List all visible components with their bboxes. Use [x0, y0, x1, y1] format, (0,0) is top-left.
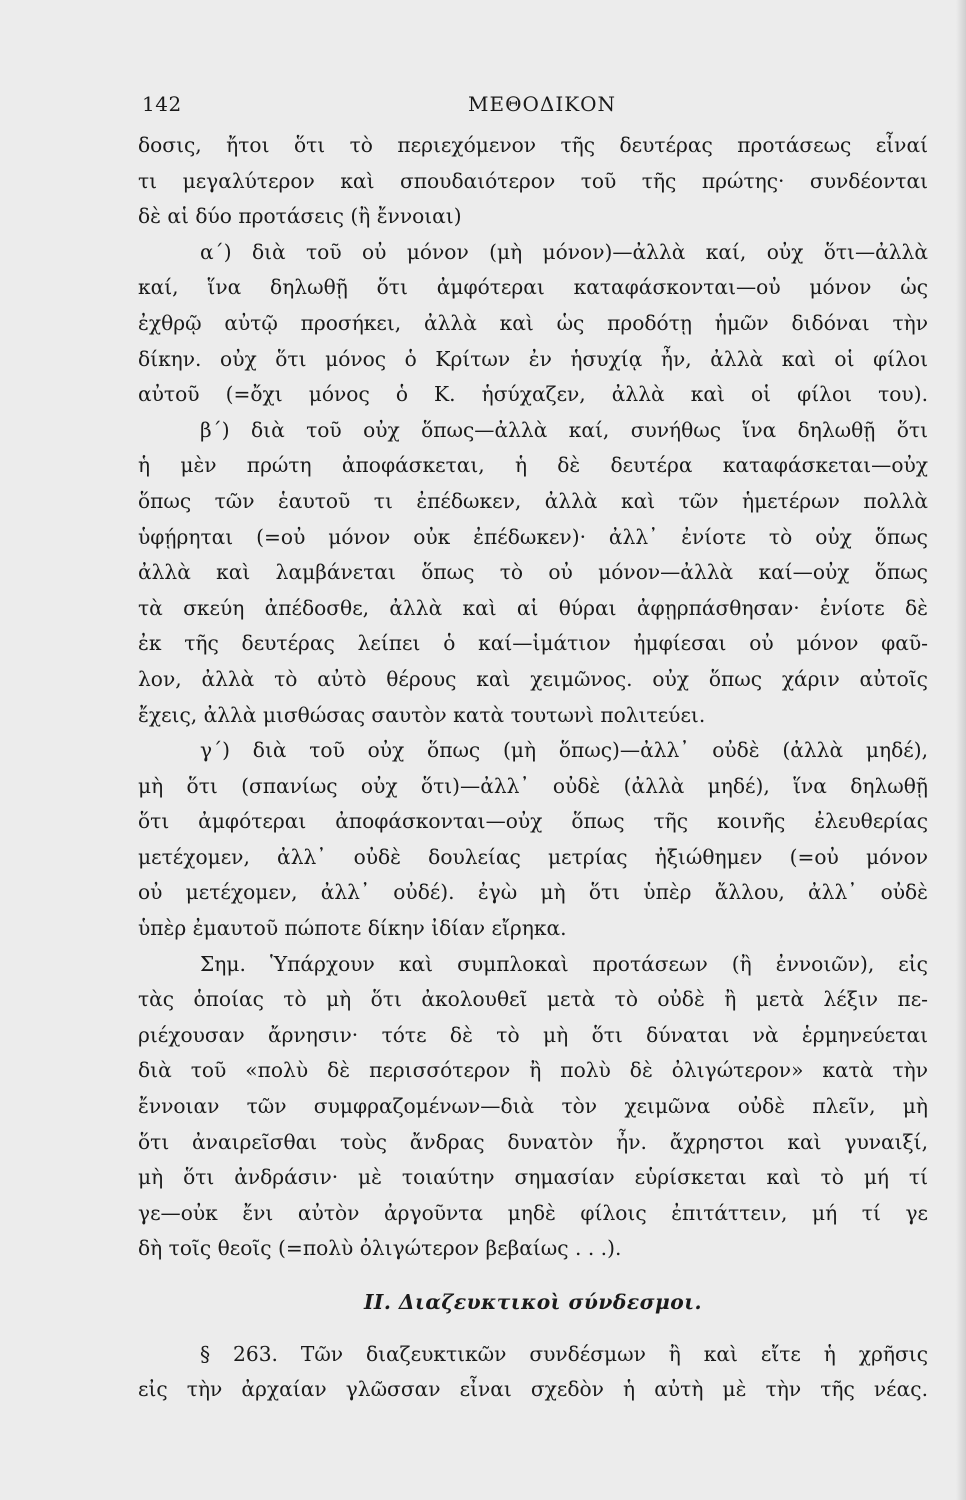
- text-line: § 263. Τῶν διαζευκτικῶν συνδέσμων ἢ καὶ εἴτε ἡ χρῆσις: [200, 1341, 928, 1366]
- text-line: ὅτι ἀμφότεραι ἀποφάσκονται—οὐχ ὅπως τῆς κοινῆς ἐλευθερίας: [138, 809, 928, 834]
- text-line: λον, ἀλλὰ τὸ αὐτὸ θέρους καὶ χειμῶνος. οὐχ ὅπως χάριν αὐτοῖς: [138, 666, 928, 691]
- text-line: ριέχουσαν ἄρνησιν· τότε δὲ τὸ μὴ ὅτι δύναται νὰ ἑρμηνεύεται: [138, 1022, 928, 1047]
- text-line: β΄) διὰ τοῦ οὐχ ὅπως—ἀλλὰ καί, συνήθως ἵνα δηλωθῇ ὅτι: [200, 417, 928, 442]
- text-line: τὰ σκεύη ἀπέδοσθε, ἀλλὰ καὶ αἱ θύραι ἀφῃρπάσθησαν· ἐνίοτε δὲ: [138, 595, 928, 620]
- text-line: ὑπὲρ ἐμαυτοῦ πώποτε δίκην ἰδίαν εἴρηκα.: [138, 916, 567, 941]
- text-line: ὅπως τῶν ἑαυτοῦ τι ἐπέδωκεν, ἀλλὰ καὶ τῶν ἡμετέρων πολλὰ: [138, 488, 928, 513]
- text-line: μὴ ὅτι (σπανίως οὐχ ὅτι)—ἀλλ᾽ οὐδὲ (ἀλλὰ μηδέ), ἵνα δηλωθῇ: [138, 773, 928, 798]
- text-line: οὐ μετέχομεν, ἀλλ᾽ οὐδέ). ἐγὼ μὴ ὅτι ὑπὲρ ἄλλου, ἀλλ᾽ οὐδὲ: [138, 880, 928, 905]
- text-line: δὴ τοῖς θεοῖς (=πολὺ ὀλιγώτερον βεβαίως . . .).: [138, 1236, 622, 1261]
- page-header: [138, 92, 938, 122]
- text-line: διὰ τοῦ «πολὺ δὲ περισσότερον ἢ πολὺ δὲ ὀλιγώτερον» κατὰ τὴν: [138, 1058, 928, 1083]
- text-line: ἐχθρῷ αὐτῷ προσήκει, ἀλλὰ καὶ ὡς προδότῃ ἡμῶν διδόναι τὴν: [138, 310, 928, 335]
- text-line: γ΄) διὰ τοῦ οὐχ ὅπως (μὴ ὅπως)—ἀλλ᾽ οὐδὲ (ἀλλὰ μηδέ),: [200, 738, 928, 763]
- text-line: δὲ αἱ δύο προτάσεις (ἢ ἔννοιαι): [138, 204, 462, 229]
- text-line: ἔχεις, ἀλλὰ μισθώσας σαυτὸν κατὰ τουτωνὶ πολιτεύει.: [138, 702, 706, 727]
- text-line: ὑφῄρηται (=οὐ μόνον οὐκ ἐπέδωκεν)· ἀλλ᾽ ἐνίοτε τὸ οὐχ ὅπως: [138, 524, 928, 549]
- text-line: μετέχομεν, ἀλλ᾽ οὐδὲ δουλείας μετρίας ἠξιώθημεν (=οὐ μόνον: [138, 844, 928, 869]
- text-line: ἡ μὲν πρώτη ἀποφάσκεται, ἡ δὲ δευτέρα καταφάσκεται—οὐχ: [138, 453, 928, 478]
- text-line: τι μεγαλύτερον καὶ σπουδαιότερον τοῦ τῆς πρώτης· συνδέονται: [138, 168, 928, 193]
- text-line: αὐτοῦ (=ὄχι μόνος ὁ Κ. ἡσύχαζεν, ἀλλὰ καὶ οἱ φίλοι του).: [138, 382, 928, 407]
- text-line: γε—οὐκ ἔνι αὐτὸν ἀργοῦντα μηδὲ φίλοις ἐπιτάττειν, μή τί γε: [138, 1200, 928, 1225]
- text-line: εἰς τὴν ἀρχαίαν γλῶσσαν εἶναι σχεδὸν ἡ αὐτὴ μὲ τὴν τῆς νέας.: [138, 1377, 928, 1402]
- page-number: 142: [142, 92, 182, 116]
- text-line: ἔννοιαν τῶν συμφραζομένων—διὰ τὸν χειμῶνα οὐδὲ πλεῖν, μὴ: [138, 1094, 928, 1119]
- text-line: ἐκ τῆς δευτέρας λείπει ὁ καί—ἱμάτιον ἠμφίεσαι οὐ μόνον φαῦ-: [138, 631, 928, 656]
- text-line: τὰς ὁποίας τὸ μὴ ὅτι ἀκολουθεῖ μετὰ τὸ οὐδὲ ἢ μετὰ λέξιν πε-: [138, 987, 928, 1012]
- scan-edge-shadow: [956, 0, 966, 1500]
- page-body: [138, 128, 928, 1408]
- text-line: δίκην. οὐχ ὅτι μόνος ὁ Κρίτων ἐν ἡσυχίᾳ ἦν, ἀλλὰ καὶ οἱ φίλοι: [138, 346, 928, 371]
- text-line: ὅτι ἀναιρεῖσθαι τοὺς ἄνδρας δυνατὸν ἦν. ἄχρηστοι καὶ γυναιξί,: [138, 1129, 928, 1154]
- text-line: καί, ἵνα δηλωθῇ ὅτι ἀμφότεραι καταφάσκονται—οὐ μόνον ὡς: [138, 275, 928, 300]
- section-title: ΙΙ. Διαζευκτικοὶ σύνδεσμοι.: [363, 1290, 703, 1314]
- running-title: ΜΕΘΟΔΙΚΟΝ: [468, 92, 617, 116]
- text-line: ἀλλὰ καὶ λαμβάνεται ὅπως τὸ οὐ μόνον—ἀλλὰ καί—οὐχ ὅπως: [138, 560, 928, 585]
- text-line: α΄) διὰ τοῦ οὐ μόνον (μὴ μόνον)—ἀλλὰ καί, οὐχ ὅτι—ἀλλὰ: [200, 239, 928, 264]
- text-line: μὴ ὅτι ἀνδράσιν· μὲ τοιαύτην σημασίαν εὑρίσκεται καὶ τὸ μή τί: [138, 1165, 928, 1190]
- text-line: δοσις, ἤτοι ὅτι τὸ περιεχόμενον τῆς δευτέρας προτάσεως εἶναί: [138, 133, 928, 157]
- text-line: Σημ. Ὑπάρχουν καὶ συμπλοκαὶ προτάσεων (ἢ ἐννοιῶν), εἰς: [200, 951, 928, 976]
